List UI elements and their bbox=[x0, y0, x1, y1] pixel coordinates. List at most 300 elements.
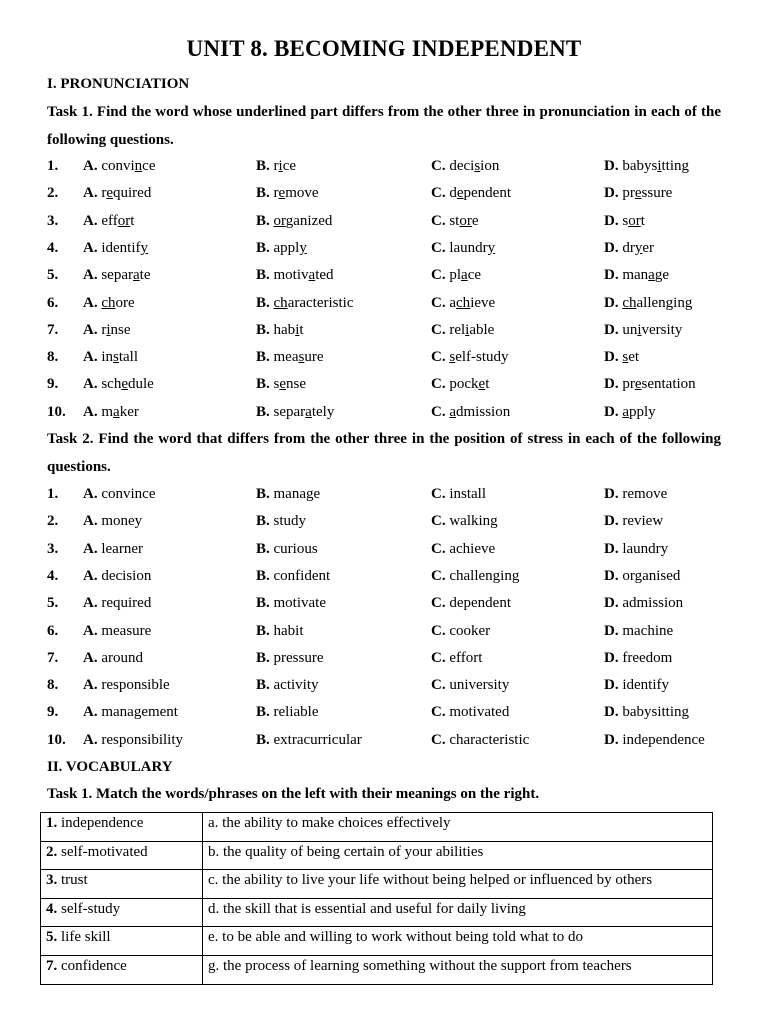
option-d bbox=[604, 732, 705, 749]
option-letter: A. bbox=[83, 540, 98, 557]
option-b bbox=[256, 623, 304, 640]
option-word: install bbox=[449, 486, 487, 502]
option-word: responsibility bbox=[101, 731, 184, 748]
option-letter: C. bbox=[431, 267, 446, 284]
option-a bbox=[83, 595, 151, 612]
matching-term: 1. independence bbox=[41, 813, 203, 842]
option-word: laundry bbox=[622, 540, 669, 557]
option-word: habit bbox=[273, 622, 304, 639]
option-d bbox=[604, 404, 656, 421]
option-d bbox=[604, 704, 689, 721]
option-letter: A. bbox=[83, 731, 98, 748]
option-letter: B. bbox=[256, 212, 270, 229]
question-number: 10. bbox=[47, 403, 66, 420]
option-word: convince bbox=[101, 486, 156, 502]
option-word: store bbox=[449, 212, 479, 229]
option-letter: D. bbox=[604, 677, 619, 694]
option-letter: D. bbox=[604, 403, 619, 420]
option-d bbox=[604, 185, 672, 202]
question-number: 5. bbox=[47, 595, 59, 612]
option-c bbox=[431, 213, 479, 230]
matching-definition: c. the ability to live your life without being helped or influenced by others bbox=[203, 870, 713, 899]
option-word: remove bbox=[622, 486, 668, 502]
option-word: pocket bbox=[449, 376, 490, 393]
option-letter: B. bbox=[256, 239, 270, 256]
question-row bbox=[47, 322, 727, 349]
option-letter: A. bbox=[83, 376, 98, 393]
option-letter: A. bbox=[83, 486, 98, 502]
option-c bbox=[431, 704, 509, 721]
question-number: 6. bbox=[47, 294, 59, 311]
option-letter: B. bbox=[256, 185, 270, 202]
option-word: independence bbox=[622, 731, 705, 748]
option-word: management bbox=[101, 704, 178, 721]
question-row bbox=[47, 267, 727, 294]
option-word: chore bbox=[101, 294, 135, 311]
option-d bbox=[604, 295, 692, 312]
option-letter: D. bbox=[604, 321, 619, 338]
option-word: measure bbox=[273, 349, 324, 366]
option-word: set bbox=[622, 349, 640, 366]
question-row bbox=[47, 595, 727, 622]
option-a bbox=[83, 513, 142, 530]
option-letter: A. bbox=[83, 212, 98, 229]
option-b bbox=[256, 677, 319, 694]
option-a bbox=[83, 185, 151, 202]
option-word: cooker bbox=[449, 622, 491, 639]
question-row bbox=[47, 376, 727, 403]
option-letter: B. bbox=[256, 158, 270, 174]
option-a bbox=[83, 677, 170, 694]
option-letter: D. bbox=[604, 212, 619, 229]
option-word: motivate bbox=[273, 595, 327, 612]
option-a bbox=[83, 568, 151, 585]
question-number: 4. bbox=[47, 567, 59, 584]
matching-row bbox=[41, 870, 713, 899]
option-d bbox=[604, 486, 667, 503]
option-d bbox=[604, 267, 669, 284]
question-row bbox=[47, 185, 727, 212]
option-d bbox=[604, 623, 673, 640]
option-letter: B. bbox=[256, 595, 270, 612]
question-number: 6. bbox=[47, 622, 59, 639]
question-row bbox=[47, 732, 727, 759]
option-a bbox=[83, 650, 143, 667]
option-a bbox=[83, 295, 135, 312]
option-d bbox=[604, 158, 689, 175]
option-letter: C. bbox=[431, 185, 446, 202]
question-number: 9. bbox=[47, 704, 59, 721]
option-b bbox=[256, 295, 353, 312]
option-c bbox=[431, 158, 499, 175]
option-letter: B. bbox=[256, 731, 270, 748]
option-letter: A. bbox=[83, 567, 98, 584]
option-letter: A. bbox=[83, 239, 98, 256]
option-word: laundry bbox=[449, 239, 496, 256]
question-number: 9. bbox=[47, 376, 59, 393]
option-word: sense bbox=[273, 376, 307, 393]
option-word: university bbox=[622, 321, 683, 338]
option-letter: C. bbox=[431, 349, 446, 366]
option-c bbox=[431, 513, 498, 530]
matching-row bbox=[41, 813, 713, 842]
option-b bbox=[256, 158, 296, 175]
option-letter: A. bbox=[83, 185, 98, 202]
option-word: organised bbox=[622, 567, 681, 584]
option-letter: C. bbox=[431, 294, 446, 311]
section-vocabulary-heading: II. VOCABULARY bbox=[47, 759, 173, 775]
option-letter: B. bbox=[256, 486, 270, 502]
vocab-task1-instruction: Task 1. Match the words/phrases on the left with their meanings on the right. bbox=[47, 786, 540, 802]
option-word: achieve bbox=[449, 294, 496, 311]
question-row bbox=[47, 158, 727, 185]
option-b bbox=[256, 595, 326, 612]
question-number: 2. bbox=[47, 185, 59, 202]
option-letter: D. bbox=[604, 567, 619, 584]
option-letter: D. bbox=[604, 376, 619, 393]
option-word: apply bbox=[273, 239, 307, 256]
option-b bbox=[256, 376, 306, 393]
option-letter: B. bbox=[256, 376, 270, 393]
option-word: decision bbox=[449, 158, 500, 174]
question-row bbox=[47, 541, 727, 568]
option-letter: D. bbox=[604, 540, 619, 557]
option-letter: D. bbox=[604, 239, 619, 256]
option-b bbox=[256, 541, 318, 558]
option-word: admission bbox=[622, 595, 684, 612]
option-a bbox=[83, 732, 183, 749]
matching-row bbox=[41, 898, 713, 927]
question-row bbox=[47, 240, 727, 267]
option-word: presentation bbox=[622, 376, 696, 393]
matching-term: 3. trust bbox=[41, 870, 203, 899]
option-letter: C. bbox=[431, 595, 446, 612]
option-word: install bbox=[101, 349, 139, 366]
option-word: university bbox=[449, 677, 510, 694]
option-letter: B. bbox=[256, 567, 270, 584]
option-letter: C. bbox=[431, 567, 446, 584]
option-d bbox=[604, 240, 654, 257]
option-c bbox=[431, 404, 510, 421]
option-letter: D. bbox=[604, 513, 619, 530]
option-b bbox=[256, 349, 324, 366]
option-word: characteristic bbox=[449, 731, 530, 748]
option-d bbox=[604, 650, 672, 667]
option-letter: A. bbox=[83, 294, 98, 311]
option-b bbox=[256, 732, 362, 749]
option-a bbox=[83, 376, 154, 393]
option-word: manage bbox=[622, 267, 670, 284]
option-word: babysitting bbox=[622, 158, 690, 174]
option-a bbox=[83, 404, 139, 421]
option-letter: A. bbox=[83, 622, 98, 639]
option-b bbox=[256, 486, 320, 503]
matching-row bbox=[41, 841, 713, 870]
question-number: 2. bbox=[47, 513, 59, 530]
option-word: responsible bbox=[101, 677, 170, 694]
option-letter: B. bbox=[256, 677, 270, 694]
option-letter: A. bbox=[83, 513, 98, 530]
option-word: organized bbox=[273, 212, 333, 229]
option-word: learner bbox=[101, 540, 143, 557]
question-number: 10. bbox=[47, 731, 66, 748]
option-word: self-study bbox=[449, 349, 509, 366]
page-title: UNIT 8. BECOMING INDEPENDENT bbox=[186, 36, 582, 61]
option-letter: B. bbox=[256, 649, 270, 666]
option-letter: C. bbox=[431, 704, 446, 721]
option-letter: D. bbox=[604, 349, 619, 366]
option-letter: B. bbox=[256, 540, 270, 557]
option-word: required bbox=[101, 185, 152, 202]
option-word: dependent bbox=[449, 595, 511, 612]
option-b bbox=[256, 240, 307, 257]
option-word: remove bbox=[273, 185, 319, 202]
option-a bbox=[83, 213, 134, 230]
section-pronunciation-heading: I. PRONUNCIATION bbox=[47, 76, 190, 92]
option-word: identify bbox=[101, 239, 148, 256]
option-d bbox=[604, 568, 680, 585]
option-letter: C. bbox=[431, 731, 446, 748]
question-number: 5. bbox=[47, 267, 59, 284]
option-word: effort bbox=[449, 649, 483, 666]
option-letter: C. bbox=[431, 649, 446, 666]
matching-table bbox=[40, 812, 713, 985]
option-d bbox=[604, 213, 645, 230]
option-word: study bbox=[273, 513, 307, 530]
option-word: pressure bbox=[622, 185, 673, 202]
option-a bbox=[83, 240, 148, 257]
matching-definition: b. the quality of being certain of your abilities bbox=[203, 841, 713, 870]
option-b bbox=[256, 704, 319, 721]
option-word: rice bbox=[273, 158, 297, 174]
option-letter: D. bbox=[604, 294, 619, 311]
option-word: reliable bbox=[449, 321, 495, 338]
option-word: dependent bbox=[449, 185, 511, 202]
option-c bbox=[431, 541, 495, 558]
option-letter: D. bbox=[604, 649, 619, 666]
option-c bbox=[431, 267, 481, 284]
option-word: dryer bbox=[622, 239, 654, 256]
option-word: extracurricular bbox=[273, 731, 362, 748]
option-d bbox=[604, 322, 682, 339]
option-word: manage bbox=[273, 486, 321, 502]
matching-term: 4. self-study bbox=[41, 898, 203, 927]
option-letter: C. bbox=[431, 403, 446, 420]
option-word: schedule bbox=[101, 376, 154, 393]
option-letter: B. bbox=[256, 321, 270, 338]
option-letter: C. bbox=[431, 513, 446, 530]
question-number: 7. bbox=[47, 649, 59, 666]
option-d bbox=[604, 541, 668, 558]
option-letter: B. bbox=[256, 704, 270, 721]
option-word: babysitting bbox=[622, 704, 690, 721]
question-row bbox=[47, 568, 727, 595]
option-word: machine bbox=[622, 622, 674, 639]
option-word: review bbox=[622, 513, 664, 530]
option-c bbox=[431, 295, 495, 312]
option-word: curious bbox=[273, 540, 318, 557]
option-word: maker bbox=[101, 403, 139, 420]
option-letter: C. bbox=[431, 212, 446, 229]
option-word: motivated bbox=[273, 267, 334, 284]
option-letter: A. bbox=[83, 267, 98, 284]
option-a bbox=[83, 349, 138, 366]
option-letter: C. bbox=[431, 239, 446, 256]
option-b bbox=[256, 267, 334, 284]
option-c bbox=[431, 677, 509, 694]
task2-instruction: Task 2. Find the word that differs from the other three in the position of stress in each of the following questions. bbox=[47, 431, 721, 475]
option-b bbox=[256, 322, 304, 339]
question-number: 7. bbox=[47, 321, 59, 338]
option-a bbox=[83, 267, 151, 284]
question-number: 8. bbox=[47, 677, 59, 694]
option-letter: A. bbox=[83, 649, 98, 666]
option-word: decision bbox=[101, 567, 152, 584]
question-row bbox=[47, 650, 727, 677]
option-letter: C. bbox=[431, 376, 446, 393]
option-word: effort bbox=[101, 212, 135, 229]
option-letter: A. bbox=[83, 321, 98, 338]
question-row bbox=[47, 623, 727, 650]
option-letter: C. bbox=[431, 486, 446, 502]
option-letter: D. bbox=[604, 704, 619, 721]
option-letter: A. bbox=[83, 677, 98, 694]
matching-definition: e. to be able and willing to work without being told what to do bbox=[203, 927, 713, 956]
option-letter: B. bbox=[256, 622, 270, 639]
option-letter: B. bbox=[256, 294, 270, 311]
option-c bbox=[431, 322, 494, 339]
option-letter: C. bbox=[431, 321, 446, 338]
question-number: 1. bbox=[47, 486, 59, 502]
option-word: required bbox=[101, 595, 152, 612]
option-letter: D. bbox=[604, 267, 619, 284]
option-b bbox=[256, 513, 306, 530]
option-word: measure bbox=[101, 622, 152, 639]
option-c bbox=[431, 240, 495, 257]
question-row bbox=[47, 349, 727, 376]
matching-definition: g. the process of learning something without the support from teachers bbox=[203, 955, 713, 984]
option-word: apply bbox=[622, 403, 656, 420]
option-a bbox=[83, 486, 155, 503]
option-d bbox=[604, 513, 663, 530]
option-c bbox=[431, 650, 482, 667]
option-word: walking bbox=[449, 513, 498, 530]
option-a bbox=[83, 158, 156, 175]
option-word: activity bbox=[273, 677, 319, 694]
option-d bbox=[604, 677, 669, 694]
option-c bbox=[431, 732, 529, 749]
question-number: 3. bbox=[47, 540, 59, 557]
option-letter: B. bbox=[256, 267, 270, 284]
option-letter: D. bbox=[604, 158, 619, 174]
option-letter: D. bbox=[604, 595, 619, 612]
option-word: identify bbox=[622, 677, 669, 694]
option-letter: A. bbox=[83, 158, 98, 174]
matching-term: 5. life skill bbox=[41, 927, 203, 956]
option-letter: D. bbox=[604, 486, 619, 502]
option-word: characteristic bbox=[273, 294, 354, 311]
option-word: challenging bbox=[449, 567, 520, 584]
option-letter: C. bbox=[431, 677, 446, 694]
option-b bbox=[256, 650, 324, 667]
option-letter: D. bbox=[604, 622, 619, 639]
option-word: place bbox=[449, 267, 482, 284]
option-letter: C. bbox=[431, 158, 446, 174]
option-d bbox=[604, 595, 683, 612]
option-word: reliable bbox=[273, 704, 319, 721]
question-row bbox=[47, 677, 727, 704]
question-row bbox=[47, 513, 727, 540]
option-letter: B. bbox=[256, 513, 270, 530]
option-c bbox=[431, 349, 509, 366]
matching-term: 7. confidence bbox=[41, 955, 203, 984]
option-word: admission bbox=[449, 403, 511, 420]
option-d bbox=[604, 349, 639, 366]
option-letter: D. bbox=[604, 185, 619, 202]
option-word: separately bbox=[273, 403, 335, 420]
option-a bbox=[83, 623, 151, 640]
option-b bbox=[256, 213, 332, 230]
question-row bbox=[47, 213, 727, 240]
option-b bbox=[256, 404, 334, 421]
option-a bbox=[83, 704, 178, 721]
option-word: convince bbox=[101, 158, 156, 174]
question-row bbox=[47, 295, 727, 322]
option-word: motivated bbox=[449, 704, 510, 721]
option-word: pressure bbox=[273, 649, 324, 666]
option-letter: B. bbox=[256, 403, 270, 420]
option-a bbox=[83, 322, 131, 339]
option-letter: A. bbox=[83, 595, 98, 612]
option-word: around bbox=[101, 649, 143, 666]
option-word: sort bbox=[622, 212, 645, 229]
option-b bbox=[256, 185, 319, 202]
option-letter: C. bbox=[431, 622, 446, 639]
option-word: achieve bbox=[449, 540, 496, 557]
option-word: rinse bbox=[101, 321, 131, 338]
matching-definition: a. the ability to make choices effectively bbox=[203, 813, 713, 842]
option-letter: A. bbox=[83, 349, 98, 366]
matching-row bbox=[41, 955, 713, 984]
option-letter: D. bbox=[604, 731, 619, 748]
question-number: 3. bbox=[47, 212, 59, 229]
option-c bbox=[431, 185, 511, 202]
option-c bbox=[431, 595, 511, 612]
matching-definition: d. the skill that is essential and useful for daily living bbox=[203, 898, 713, 927]
option-letter: A. bbox=[83, 704, 98, 721]
task1-instruction: Task 1. Find the word whose underlined part differs from the other three in pronunciation in each of the following questions. bbox=[47, 104, 721, 148]
question-number: 8. bbox=[47, 349, 59, 366]
option-word: challenging bbox=[622, 294, 693, 311]
option-c bbox=[431, 568, 519, 585]
option-letter: A. bbox=[83, 403, 98, 420]
option-letter: B. bbox=[256, 349, 270, 366]
option-word: confident bbox=[273, 567, 331, 584]
option-word: separate bbox=[101, 267, 151, 284]
option-word: freedom bbox=[622, 649, 673, 666]
question-number: 1. bbox=[47, 158, 59, 174]
option-c bbox=[431, 623, 490, 640]
option-word: money bbox=[101, 513, 143, 530]
question-row bbox=[47, 704, 727, 731]
option-word: habit bbox=[273, 321, 304, 338]
option-c bbox=[431, 486, 486, 503]
option-c bbox=[431, 376, 489, 393]
option-a bbox=[83, 541, 143, 558]
option-d bbox=[604, 376, 696, 393]
option-letter: C. bbox=[431, 540, 446, 557]
matching-row bbox=[41, 927, 713, 956]
